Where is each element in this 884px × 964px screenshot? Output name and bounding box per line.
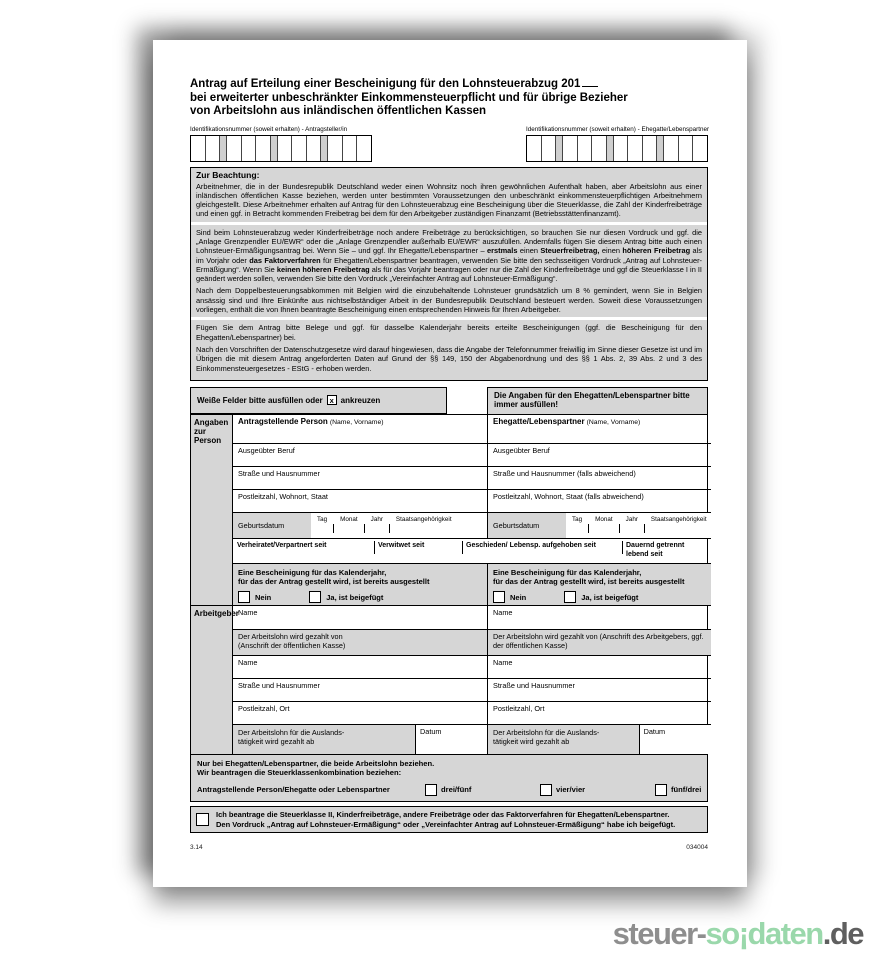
title-line-1: Antrag auf Erteilung einer Bescheinigung für den Lohnsteuerabzug 201 (190, 78, 708, 92)
birthdate-label: Geburtsdatum (233, 513, 311, 538)
id-digit-cell[interactable] (527, 136, 541, 161)
field-spouse-name[interactable]: Ehegatte/Lebenspartner (Name, Vorname) (493, 416, 641, 426)
field-employer-strasse-spouse[interactable]: Straße und Hausnummer (493, 680, 575, 690)
cert-issued-applicant: Eine Bescheinigung für das Kalenderjahr, für das der Antrag gestellt wird, ist bereits ausgestellt Nein Ja, ist beigefügt (233, 564, 488, 605)
field-spouse-strasse[interactable]: Straße und Hausnummer (falls abweichend) (493, 468, 636, 478)
notice-paragraph: Sind beim Lohnsteuerabzug weder Kinderfreibeträge noch andere Freibeträge zu berücksichtigen, so brauchen Sie nur diesen Vordruck und ggf. die „Anlage Grenzpendler EU/EWR“ oder die „Anlage Grenzpendler außerhalb EU/EWR“ auszufüllen. Andernfalls fügen Sie diesem Antrag bitte auch einen Lohnsteuer-Ermäßigungsantrag bei. Wenn Sie – und ggf. Ihr Ehegatte/Lebenspartner – erstmals einen Steuerfreibetrag, einen höheren Freibetrag als im Vorjahr oder das Faktorverfahren für Ehegatten/Lebenspartner beantragen, verwenden Sie bitte den sechsseitigen Vordruck „Antrag auf Lohnsteuer-Ermäßigung“. Wenn Sie keinen höheren Freibetrag als für das Vorjahr beantragen oder nur die Zahl der Kinderfreibeträge und ggf die Steuerklasse I in II geändert werden sollen, verwenden Sie bitte den Vordruck „Vereinfachter Antrag auf Lohnsteuer-Ermäßigung“. (196, 227, 703, 284)
title-line-2: bei erweiterter unbeschränkter Einkommensteuerpflicht und für übrige Bezieher (190, 91, 628, 104)
id-digit-cell[interactable] (191, 136, 205, 161)
taxclass-line-2: Wir beantragen die Steuerklassenkombination beziehen: (197, 768, 402, 778)
checkbox-cert-no-applicant[interactable] (238, 591, 250, 603)
footer-version: 3.14 (190, 844, 203, 852)
id-separator (606, 136, 613, 161)
year-blank-field[interactable] (582, 78, 598, 87)
id-grid-spouse (526, 135, 708, 162)
birthdate-input-spouse[interactable]: Tag Monat Jahr Staatsangehörigkeit (566, 513, 711, 538)
birthdate-input-applicant[interactable]: Tag Monat Jahr Staatsangehörigkeit (311, 513, 487, 538)
label-paidby-spouse: Der Arbeitslohn wird gezahlt von (Anschrift des Arbeitgebers, ggf. der öffentlichen Kasse) (488, 630, 711, 655)
field-applicant-name[interactable]: Antragstellende Person (Name, Vorname) (233, 415, 488, 443)
field-applicant-beruf[interactable]: Ausgeübter Beruf (233, 444, 488, 466)
fill-hint-text: ankreuzen (340, 395, 381, 405)
taxclass-line-1: Nur bei Ehegatten/Lebenspartner, die beide Arbeitslohn beziehen. (197, 758, 435, 768)
id-digit-cell[interactable] (205, 136, 220, 161)
field-spouse-plz[interactable]: Postleitzahl, Wohnort, Staat (falls abweichend) (493, 491, 644, 501)
hint-row (190, 387, 708, 414)
abroad-pay-applicant: Der Arbeitslohn für die Auslands- tätigkeit wird gezahlt ab Datum (233, 725, 488, 754)
logo-part-de: .de (822, 916, 863, 951)
marital-status-row[interactable]: Verheiratet/Verpartnert seit Verwitwet seit Geschieden/ Lebensp. aufgehoben seit Dauernd getrennt lebend seit (237, 541, 685, 558)
field-spouse-beruf[interactable]: Ausgeübter Beruf (493, 445, 550, 455)
cert-issued-spouse: Eine Bescheinigung für das Kalenderjahr, für das der Antrag gestellt wird, ist bereits ausgestellt Nein Ja, ist beigefügt (488, 564, 711, 605)
checkbox-cert-yes-applicant[interactable] (309, 591, 321, 603)
id-digit-cell[interactable] (342, 136, 357, 161)
checkbox-taxclass-3-5[interactable] (425, 784, 437, 796)
field-employer-name-applicant[interactable]: Name (233, 606, 488, 629)
id-digit-cell[interactable] (291, 136, 306, 161)
id-number-row (190, 126, 708, 162)
field-employer-strasse-applicant[interactable]: Straße und Hausnummer (233, 679, 488, 701)
id-digit-cell[interactable] (541, 136, 556, 161)
id-digit-cell[interactable] (241, 136, 256, 161)
id-grid-applicant (190, 135, 372, 162)
declaration-line-1: Ich beantrage die Steuerklasse II, Kinderfreibeträge, andere Freibeträge oder das Faktorverfahren für Ehegatten/Lebenspartner. (216, 810, 670, 820)
notice-separator (191, 222, 707, 225)
checkbox-cert-no-spouse[interactable] (493, 591, 505, 603)
page-footer (190, 844, 708, 851)
field-applicant-plz[interactable]: Postleitzahl, Wohnort, Staat (233, 490, 488, 512)
id-digit-cell[interactable] (627, 136, 642, 161)
watermark-logo (613, 916, 863, 952)
field-payer-name-spouse[interactable]: Name (493, 657, 513, 667)
id-digit-cell[interactable] (613, 136, 628, 161)
form-paper (153, 40, 747, 887)
section-label-column (191, 415, 239, 754)
id-digit-cell[interactable] (226, 136, 241, 161)
checkbox-cert-yes-spouse[interactable] (564, 591, 576, 603)
id-digit-cell[interactable] (663, 136, 678, 161)
field-payer-name-applicant[interactable]: Name (233, 656, 488, 678)
fill-hint-text: Weiße Felder bitte ausfüllen oder (197, 395, 323, 405)
taxclass-row-label: Antragstellende Person/Ehegatte oder Lebenspartner (197, 785, 390, 795)
checkbox-taxclass-5-3[interactable] (655, 784, 667, 796)
id-digit-cell[interactable] (255, 136, 270, 161)
id-digit-cell[interactable] (692, 136, 707, 161)
birthdate-label: Geburtsdatum (488, 513, 566, 538)
id-digit-cell[interactable] (306, 136, 321, 161)
taxclass-combination-box: Nur bei Ehegatten/Lebenspartner, die beide Arbeitslohn beziehen. Wir beantragen die Steuerklassenkombination beziehen: Antragstellende Person/Ehegatte oder Lebenspartner drei/fünf vier/vier fünf/drei (190, 755, 708, 802)
field-abroad-date-applicant[interactable]: Datum (415, 725, 487, 754)
notice-box (190, 167, 708, 381)
notice-paragraph: Nach dem Doppelbesteuerungsabkommen mit Belgien wird die einzubehaltende Lohnsteuer grundsätzlich um 8 % gemindert, wenn Sie in Belgien ansässig sind und Ihre Einkünfte aus nichtselbständiger Arbeit in der Bundesrepublik Deutschland besteuert werden. Soweit diese Voraussetzungen vorliegen, enthält die von Ihnen beantragte Bescheinigung einen entsprechenden Hinweis für Ihren Arbeitgeber. (196, 286, 702, 315)
abroad-pay-spouse: Der Arbeitslohn für die Auslands- tätigkeit wird gezahlt ab Datum (488, 725, 711, 754)
checkbox-example-x-icon: x (327, 395, 337, 405)
field-employer-plz-applicant[interactable]: Postleitzahl, Ort (233, 702, 488, 724)
notice-paragraph: Arbeitnehmer, die in der Bundesrepublik Deutschland weder einen Wohnsitz noch ihren gewöhnlichen Aufenthalt haben, aber Arbeitslohn aus einer inländischen öffentlichen Kasse beziehen, werden unter bestimmten Voraussetzungen den unbeschränkt einkommensteuerpflichtigen Arbeitnehmern gleichgestellt. Diese Arbeitnehmer erhalten auf Antrag für den Lohnsteuerabzug eine Bescheinigung über die Steuerklasse, die Zahl der Kinderfreibeträge und einen ggf. in Betracht kommenden Freibetrag bei dem für den Arbeitgeber zuständigen Finanzamt (Betriebsstättenfinanzamt). (196, 181, 702, 219)
section-label-employer: Arbeitgeber (191, 605, 232, 754)
id-separator (656, 136, 663, 161)
id-digit-cell[interactable] (591, 136, 606, 161)
label-paidby-applicant: Der Arbeitslohn wird gezahlt von (Anschrift der öffentlichen Kasse) (233, 630, 488, 655)
fill-hint (190, 387, 447, 414)
checkbox-taxclass-4-4[interactable] (540, 784, 552, 796)
checkbox-declaration[interactable] (196, 813, 209, 826)
birthdate-applicant (233, 513, 488, 538)
id-separator (320, 136, 327, 161)
field-employer-name-spouse[interactable]: Name (493, 607, 513, 617)
id-separator (219, 136, 226, 161)
logo-part-steuer: steuer- (612, 916, 706, 951)
field-employer-plz-spouse[interactable]: Postleitzahl, Ort (493, 703, 545, 713)
id-digit-cell[interactable] (577, 136, 592, 161)
id-digit-cell[interactable] (277, 136, 292, 161)
field-applicant-strasse[interactable]: Straße und Hausnummer (233, 467, 488, 489)
title-line-3: von Arbeitslohn aus inländischen öffentlichen Kassen (190, 105, 487, 117)
id-separator (555, 136, 562, 161)
footer-form-number: 034004 (686, 844, 708, 852)
notice-paragraph: Fügen Sie dem Antrag bitte Belege und ggf. für dasselbe Kalenderjahr bereits erteilte Bescheinigungen (ggf. die Bescheinigung für den Ehegatten/Lebenspartner) bei. (196, 323, 702, 342)
id-digit-cell[interactable] (356, 136, 371, 161)
id-digit-cell[interactable] (327, 136, 342, 161)
notice-heading: Zur Beachtung: (196, 169, 260, 180)
id-separator (270, 136, 277, 161)
declaration-box (190, 806, 708, 833)
notice-separator (191, 317, 707, 320)
form-title (190, 78, 708, 119)
notice-paragraph: Nach den Vorschriften der Datenschutzgesetze wird darauf hingewiesen, dass die Angabe der Telefonnummer freiwillig im Sinne dieser Gesetze ist und im Übrigen die mit diesem Antrag angeforderten Daten auf Grund der §§ 149, 150 der Abgabenordnung und des §§ 1 Abs. 2, 39 Abs. 2 und 3 des Einkommensteuergesetzes - EStG - erhoben werden. (196, 344, 702, 373)
id-label-spouse: Identifikationsnummer (soweit erhalten) - Ehegatte/Lebenspartner (526, 125, 710, 133)
field-abroad-date-spouse[interactable]: Datum (639, 725, 711, 754)
id-label-applicant: Identifikationsnummer (soweit erhalten) - Antragsteller/in (190, 125, 348, 133)
section-label-person: Angaben zur Person (194, 417, 229, 445)
spouse-hint: Die Angaben für den Ehegatten/Lebenspartner bitte immer ausfüllen! (487, 387, 708, 414)
logo-part-soldaten: so¡daten (705, 916, 823, 951)
declaration-line-2: Den Vordruck „Antrag auf Lohnsteuer-Ermäßigung“ oder „Vereinfachter Antrag auf Lohnsteuer-Ermäßigung“ habe ich beigefügt. (216, 819, 676, 829)
main-form-table (190, 414, 708, 755)
birthdate-spouse (488, 513, 711, 538)
id-digit-cell[interactable] (678, 136, 693, 161)
id-digit-cell[interactable] (642, 136, 657, 161)
id-digit-cell[interactable] (562, 136, 577, 161)
